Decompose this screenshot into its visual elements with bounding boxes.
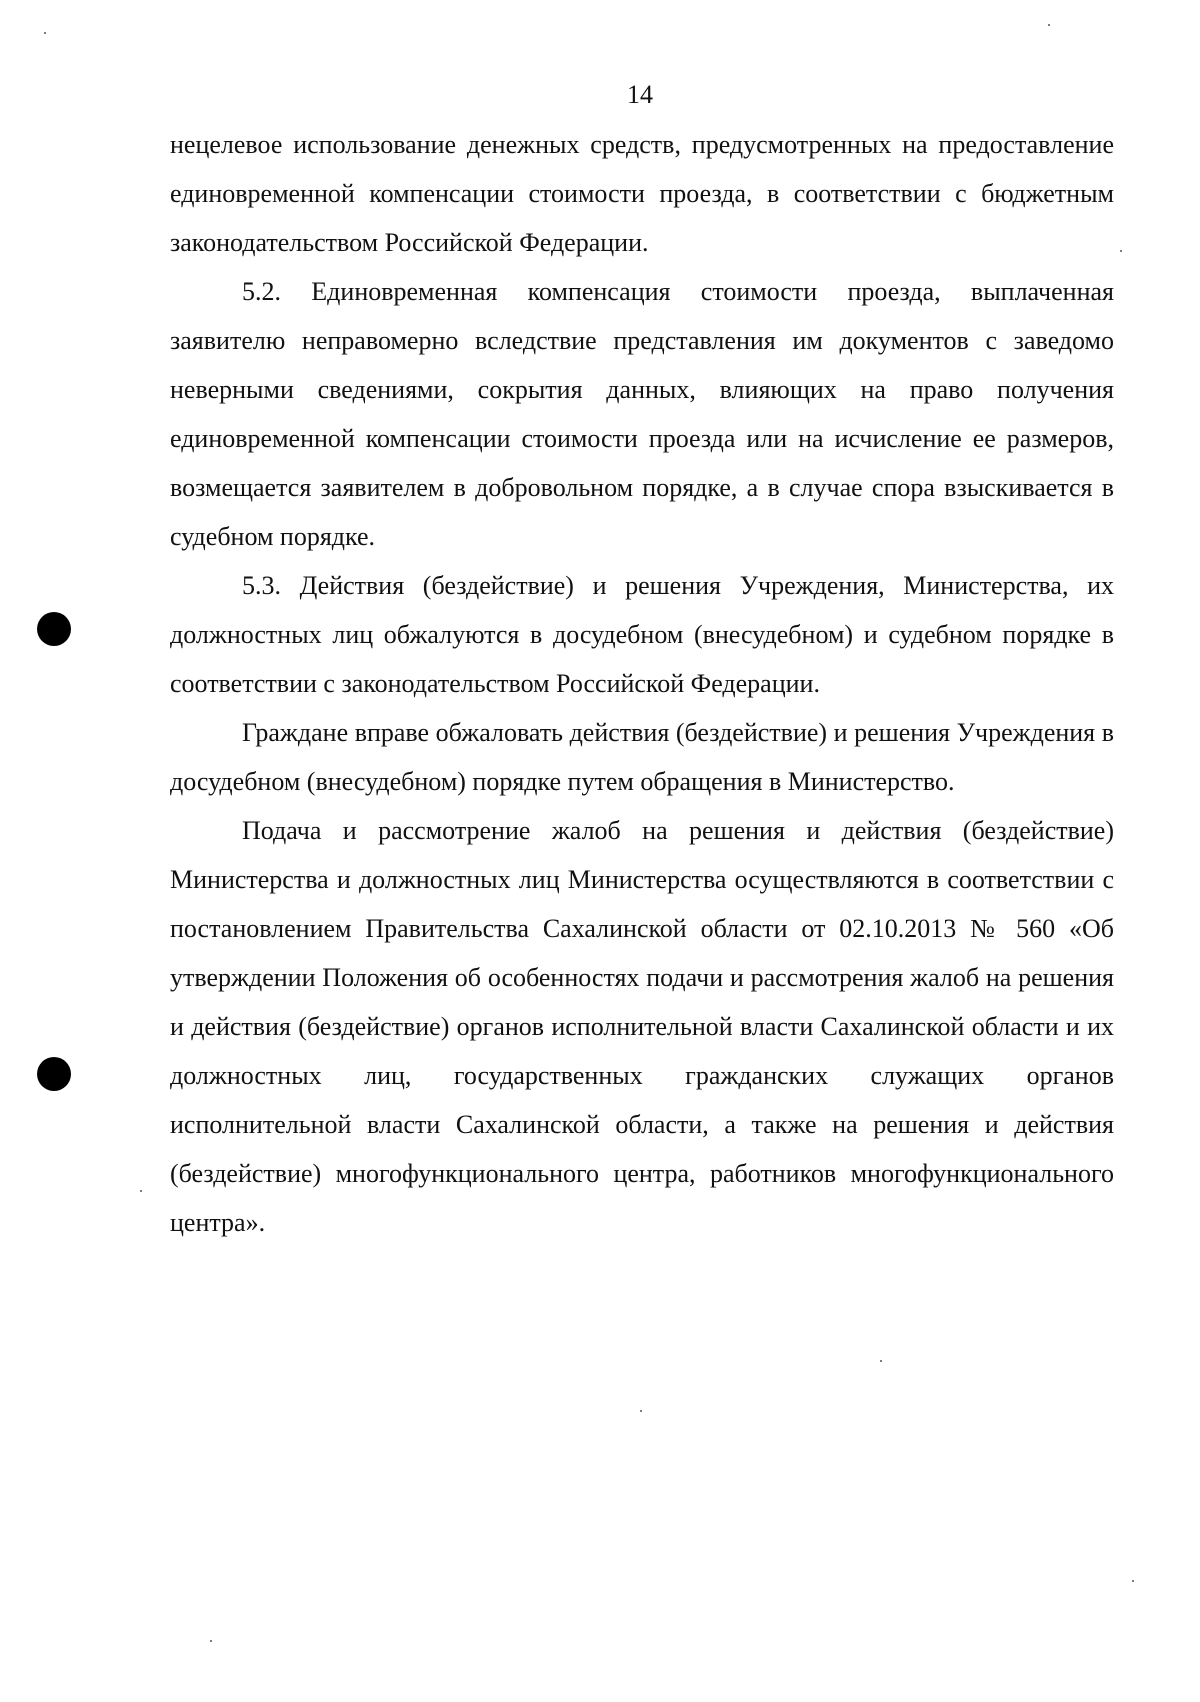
scan-speck [1120,250,1122,252]
scan-speck [640,1410,642,1412]
scan-speck [140,1190,142,1192]
paragraph-5-2: 5.2. Единовременная компенсация стоимости проезда, выплаченная заявителю неправомерно вследствие представления им документов с заведомо неверными сведениями, сокрытия данных, влияющих на право получения единовременной компенсации стоимости проезда или на исчисление ее размеров, возмещается заявителем в добровольном порядке, а в случае спора взыскивается в судебном порядке. [170,277,1114,551]
scan-speck [880,1360,882,1362]
paragraph-5-3: 5.3. Действия (бездействие) и решения Учреждения, Министерства, их должностных лиц обжалуются в досудебном (внесудебном) и судебном порядке в соответствии с законодательством Российской Федерации. [170,571,1114,698]
scan-speck [44,32,46,34]
document-body [170,120,1114,1247]
paragraph-appeal-rights: Граждане вправе обжаловать действия (бездействие) и решения Учреждения в досудебном (внесудебном) порядке путем обращения в Министерство. [170,718,1114,796]
paragraph-complaint-procedure: Подача и рассмотрение жалоб на решения и действия (бездействие) Министерства и должностных лиц Министерства осуществляются в соответствии с постановлением Правительства Сахалинской области от 02.10.2013 № 560 «Об утверждении Положения об особенностях подачи и рассмотрения жалоб на решения и действия (бездействие) органов исполнительной власти Сахалинской области и их должностных лиц, государственных гражданских служащих органов исполнительной власти Сахалинской области, а также на решения и действия (бездействие) многофункционального центра, работников многофункционального центра». [170,816,1114,1237]
punch-hole-mark [37,612,71,646]
scan-speck [210,1640,212,1642]
scan-speck [1132,1580,1134,1582]
paragraph-continuation: нецелевое использование денежных средств, предусмотренных на предоставление единовременной компенсации стоимости проезда, в соответствии с бюджетным законодательством Российской Федерации. [170,130,1114,257]
punch-hole-mark [37,1057,71,1091]
page-number: 14 [627,80,653,109]
scan-speck [1048,24,1050,26]
